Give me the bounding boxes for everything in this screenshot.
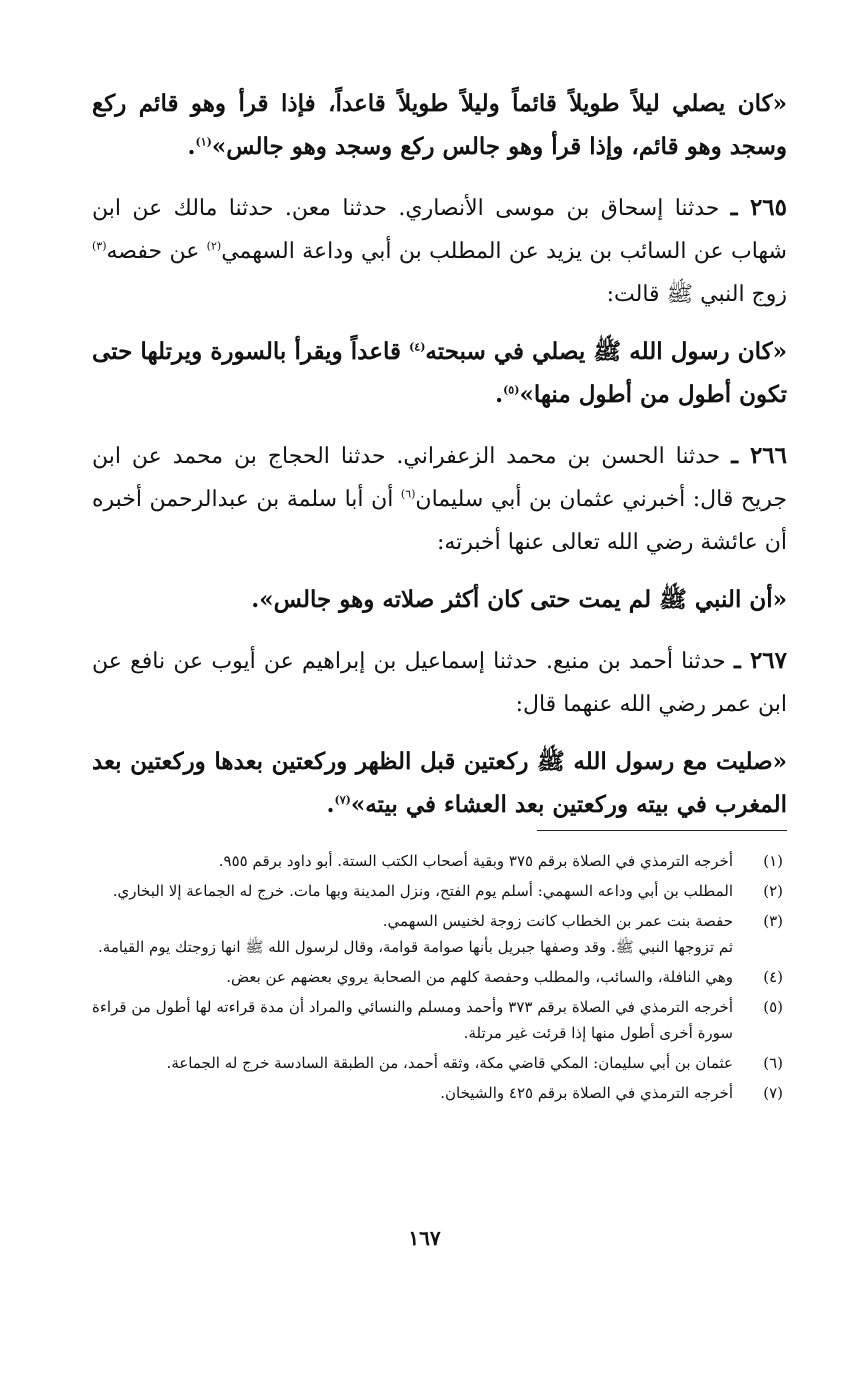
- isnad-266: ٢٦٦ ـ حدثنا الحسن بن محمد الزعفراني. حدثنا الحجاج بن محمد عن ابن جريح قال: أخبرني عثمان بن أبي سليمان$^{(٦)}$ أن أبا سلمة بن عبدالرحمن أخبره أن عائشة رضي الله تعالى عنها أخبرته:: [92, 442, 788, 555]
- footnote-divider: [537, 830, 787, 831]
- footnote-text: حفصة بنت عمر بن الخطاب كانت زوجة لخنيس السهمي. ثم تزوجها النبي ﷺ. وقد وصفها جبريل بأنها صوامة قوامة، وقال لرسول الله ﷺ انها زوجتك يوم القيامة.: [98, 912, 733, 956]
- main-text: [92, 82, 787, 844]
- footnote-number: (٤): [763, 968, 783, 986]
- footnote-number: (٣): [763, 912, 783, 930]
- isnad-267: ٢٦٧ ـ حدثنا أحمد بن منيع. حدثنا إسماعيل بن إبراهيم عن أيوب عن نافع عن ابن عمر رضي الله عنهما قال:: [92, 647, 788, 717]
- footnote-text: عثمان بن أبي سليمان: المكي قاضي مكة، وثقه أحمد، من الطبقة السادسة خرج له الجماعة.: [166, 1054, 733, 1072]
- footnote-ref-4[interactable]: (٤): [409, 340, 426, 354]
- footnote-text: أخرجه الترمذي في الصلاة برقم ٤٢٥ والشيخان.: [440, 1084, 733, 1102]
- footnote-2: [92, 878, 787, 904]
- footnote-number: (٧): [763, 1084, 783, 1102]
- hadith-text-265: «كان رسول الله ﷺ يصلي في سبحته$^{(٤)}$ قاعداً ويقرأ بالسورة ويرتلها حتى تكون أطول من أطول منها»$^{(٥)}$.: [92, 338, 787, 408]
- footnote-text: المطلب بن أبي وداعه السهمي: أسلم يوم الفتح، ونزل المدينة وبها مات. خرج له الجماعة إلا البخاري.: [112, 882, 733, 900]
- footnote-text: أخرجه الترمذي في الصلاة برقم ٣٧٣ وأحمد ومسلم والنسائي والمراد أن مدة قراءته لها أطول من قراءة سورة أخرى أطول منها إذا قرئت غير مرتلة.: [92, 998, 733, 1042]
- footnote-number: (٢): [763, 882, 783, 900]
- footnote-number: (٦): [763, 1054, 783, 1072]
- footnote-6: [92, 1050, 787, 1076]
- footnote-number: (١): [763, 852, 783, 870]
- footnote-text: أخرجه الترمذي في الصلاة برقم ٣٧٥ وبقية أصحاب الكتب الستة. أبو داود برقم ٩٥٥.: [218, 852, 733, 870]
- footnote-5: [92, 994, 787, 1046]
- hadith-text-266: «أن النبي ﷺ لم يمت حتى كان أكثر صلاته وهو جالس».: [251, 586, 787, 613]
- footnote-ref-6[interactable]: (٦): [400, 487, 416, 501]
- hadith-text-267: «صليت مع رسول الله ﷺ ركعتين قبل الظهر وركعتين بعدها وركعتين بعد المغرب في بيته وركعتين بعد العشاء في بيته»$^{(٧)}$.: [92, 748, 787, 818]
- footnote-3: [92, 908, 787, 960]
- footnote-1: [92, 848, 787, 874]
- footnote-ref-2[interactable]: (٢): [206, 239, 222, 253]
- footnote-7: [92, 1080, 787, 1106]
- hadith-number-265: ٢٦٥ ـ: [730, 194, 788, 221]
- isnad-265: ٢٦٥ ـ حدثنا إسحاق بن موسى الأنصاري. حدثنا معن. حدثنا مالك عن ابن شهاب عن السائب بن يزيد عن المطلب بن أبي وداعة السهمي$^{(٢)}$ عن حفصه$^{(٣)}$ زوج النبي ﷺ قالت:: [92, 194, 788, 307]
- hadith-number-267: ٢٦٧ ـ: [734, 647, 788, 674]
- footnote-ref-5[interactable]: (٥): [503, 383, 520, 397]
- page-number: ١٦٧: [408, 1226, 441, 1250]
- footnotes: [92, 848, 787, 1110]
- hadith-number-266: ٢٦٦ ـ: [731, 442, 788, 469]
- footnote-4: [92, 964, 787, 990]
- footnote-text: وهي النافلة، والسائب، والمطلب وحفصة كلهم من الصحابة يروي بعضهم عن بعض.: [226, 968, 733, 986]
- footnote-number: (٥): [763, 998, 783, 1016]
- footnote-ref-7[interactable]: (٧): [334, 793, 351, 807]
- footnote-ref-3[interactable]: (٣): [92, 239, 107, 253]
- footnote-ref-1[interactable]: (١): [195, 135, 212, 149]
- hadith-text-264: «كان يصلي ليلاً طويلاً قائماً وليلاً طويلاً قاعداً، فإذا قرأ وهو قائم ركع وسجد وهو قائم، وإذا قرأ وهو جالس ركع وسجد وهو جالس»$^{(١)}$.: [92, 90, 787, 160]
